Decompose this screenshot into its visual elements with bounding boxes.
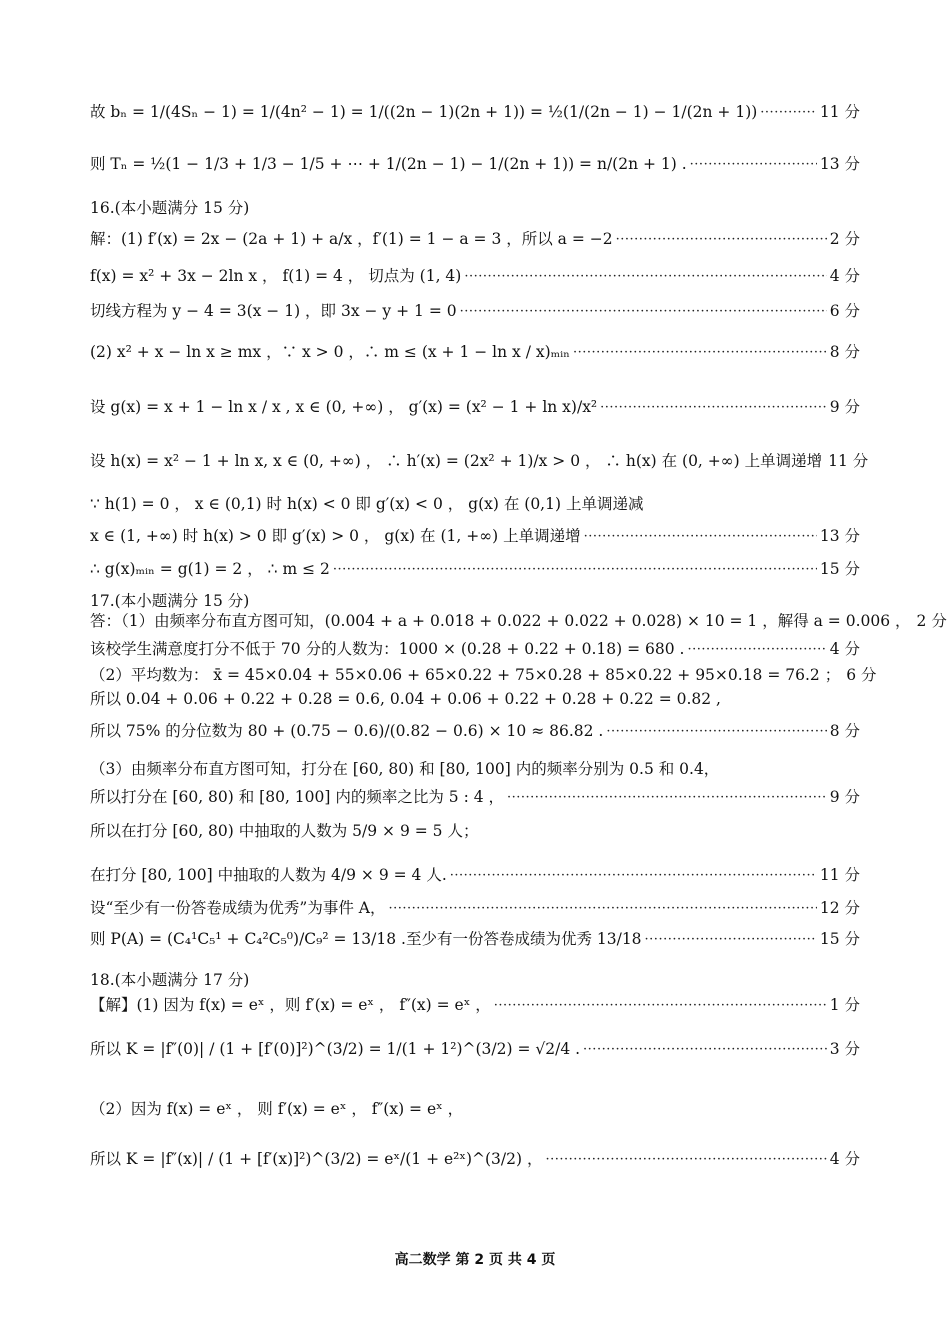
score-label: 4 分 [829, 640, 860, 658]
answer-line [90, 495, 860, 514]
answer-text: 所以 K = |f″(x)| / (1 + [f′(x)]²)^(3/2) = eˣ/(1 + e²ˣ)^(3/2) ， [90, 1150, 543, 1168]
answer-text: 该校学生满意度打分不低于 70 分的人数为：1000 × (0.28 + 0.22 + 0.18) = 680 . [90, 640, 685, 658]
leader-dots [584, 529, 817, 545]
leader-dots [388, 901, 816, 917]
leader-dots [645, 932, 817, 948]
answer-line [90, 1040, 860, 1059]
answer-text: （3）由频率分布直方图可知，打分在 [60, 80) 和 [80, 100] 内的频率分别为 0.5 和 0.4， [90, 760, 720, 778]
score-label: 12 分 [819, 899, 860, 917]
answer-text: 设 g(x) = x + 1 − ln x / x , x ∈ (0, +∞) ， g′(x) = (x² − 1 + ln x)/x² [90, 398, 598, 416]
score-label: 15 分 [819, 560, 860, 578]
score-label: 3 分 [829, 1040, 860, 1058]
leader-dots [494, 998, 827, 1014]
answer-line [90, 788, 860, 807]
score-label: 11 分 [819, 103, 860, 121]
score-label: 2 分 [829, 230, 860, 248]
answer-text: 【解】(1) 因为 f(x) = eˣ ，则 f′(x) = eˣ ， f″(x) = eˣ ， [90, 996, 491, 1014]
answer-line [90, 760, 860, 779]
answer-text: 设“至少有一份答卷成绩为优秀”为事件 A， [90, 899, 386, 917]
answer-text: 在打分 [80, 100] 中抽取的人数为 4/9 × 9 = 4 人. [90, 866, 447, 884]
score-label: 4 分 [829, 1150, 860, 1168]
answer-line [90, 666, 877, 685]
score-label: 4 分 [829, 267, 860, 285]
leader-dots [460, 304, 827, 320]
leader-dots [464, 269, 826, 285]
score-label: 8 分 [829, 722, 860, 740]
leader-dots [606, 724, 826, 740]
answer-text: 答：（1）由频率分布直方图可知，(0.004 + a + 0.018 + 0.022 + 0.022 + 0.028) × 10 = 1 ，解得 a = 0.006 ， [90, 612, 911, 630]
answer-line [90, 690, 860, 709]
answer-line [90, 343, 860, 362]
score-label: 6 分 [829, 302, 860, 320]
leader-dots [333, 562, 817, 578]
answer-line [90, 971, 860, 990]
answer-line [90, 155, 860, 174]
answer-text: 所以在打分 [60, 80) 中抽取的人数为 5/9 × 9 = 5 人； [90, 822, 479, 840]
answer-line [90, 230, 860, 249]
answer-text: 16.(本小题满分 15 分) [90, 199, 250, 217]
score-label: 11 分 [828, 452, 869, 470]
answer-line [90, 267, 860, 286]
answer-line [90, 452, 869, 471]
leader-dots [687, 642, 826, 658]
answer-text: 故 bₙ = 1/(4Sₙ − 1) = 1/(4n² − 1) = 1/((2n − 1)(2n + 1)) = ½(1/(2n − 1) − 1/(2n + 1)) [90, 103, 758, 121]
answer-text: x ∈ (1, +∞) 时 h(x) > 0 即 g′(x) > 0 ， g(x) 在 (1, +∞) 上单调递增 [90, 527, 581, 545]
score-label: 13 分 [819, 527, 860, 545]
leader-dots [600, 400, 827, 416]
score-label: 9 分 [829, 398, 860, 416]
score-label: 6 分 [846, 666, 877, 684]
answer-text: 切线方程为 y − 4 = 3(x − 1) ，即 3x − y + 1 = 0 [90, 302, 457, 320]
answer-line [90, 640, 860, 659]
leader-dots [507, 790, 827, 806]
answer-text: 18.(本小题满分 17 分) [90, 971, 250, 989]
answer-text: 设 h(x) = x² − 1 + ln x, x ∈ (0, +∞) ， ∴ h′(x) = (2x² + 1)/x > 0 ， ∴ h(x) 在 (0, +∞) 上单调递增 [90, 452, 823, 470]
page-footer: 高二数学 第 2 页 共 4 页 [394, 1252, 556, 1268]
answer-line [90, 996, 860, 1015]
answer-text: 则 P(A) = (C₄¹C₅¹ + C₄²C₅⁰)/C₉² = 13/18 .至少有一份答卷成绩为优秀 13/18 [90, 930, 642, 948]
answer-line [90, 1150, 860, 1169]
answer-line [90, 722, 860, 741]
score-label: 15 分 [819, 930, 860, 948]
score-label: 11 分 [819, 866, 860, 884]
answer-text: ∵ h(1) = 0 ， x ∈ (0,1) 时 h(x) < 0 即 g′(x) < 0 ， g(x) 在 (0,1) 上单调递减 [90, 495, 644, 513]
answer-line [90, 899, 860, 918]
score-label: 13 分 [819, 155, 860, 173]
answer-text: （2）因为 f(x) = eˣ ， 则 f′(x) = eˣ ， f″(x) = eˣ ， [90, 1100, 464, 1118]
answer-line [90, 822, 860, 841]
score-label: 2 分 [916, 612, 947, 630]
answer-line [90, 199, 860, 218]
answer-line [90, 866, 860, 885]
answer-line [90, 398, 860, 417]
leader-dots [760, 105, 817, 121]
answer-text: 所以打分在 [60, 80) 和 [80, 100] 内的频率之比为 5 : 4 ， [90, 788, 505, 806]
leader-dots [450, 868, 817, 884]
answer-line [90, 527, 860, 546]
leader-dots [545, 1152, 826, 1168]
answer-line [90, 103, 860, 122]
leader-dots [616, 232, 827, 248]
answer-line [90, 560, 860, 579]
answer-text: （2）平均数为： x̄ = 45×0.04 + 55×0.06 + 65×0.22 + 75×0.28 + 85×0.22 + 95×0.18 = 76.2 ； [90, 666, 841, 684]
answer-text: (2) x² + x − ln x ≥ mx ，∵ x > 0 ，∴ m ≤ (x + 1 − ln x / x)ₘᵢₙ [90, 343, 570, 361]
answer-line [90, 612, 947, 631]
answer-line [90, 930, 860, 949]
answer-line [90, 302, 860, 321]
answer-line [90, 1100, 860, 1119]
answer-text: 则 Tₙ = ½(1 − 1/3 + 1/3 − 1/5 + ⋯ + 1/(2n − 1) − 1/(2n + 1)) = n/(2n + 1) . [90, 155, 687, 173]
leader-dots [583, 1042, 827, 1058]
answer-line [90, 592, 860, 611]
answer-text: ∴ g(x)ₘᵢₙ = g(1) = 2 ， ∴ m ≤ 2 [90, 560, 330, 578]
leader-dots [573, 345, 827, 361]
answer-text: 所以 0.04 + 0.06 + 0.22 + 0.28 = 0.6, 0.04 + 0.06 + 0.22 + 0.28 + 0.22 = 0.82 , [90, 690, 721, 708]
answer-text: 所以 75% 的分位数为 80 + (0.75 − 0.6)/(0.82 − 0.6) × 10 ≈ 86.82 . [90, 722, 604, 740]
score-label: 8 分 [829, 343, 860, 361]
score-label: 9 分 [829, 788, 860, 806]
leader-dots [690, 157, 817, 173]
answer-text: 所以 K = |f″(0)| / (1 + [f′(0)]²)^(3/2) = 1/(1 + 1²)^(3/2) = √2/4 . [90, 1040, 581, 1058]
score-label: 1 分 [829, 996, 860, 1014]
answer-text: 解：(1) f′(x) = 2x − (2a + 1) + a/x ，f′(1) = 1 − a = 3 ，所以 a = −2 [90, 230, 613, 248]
answer-text: f(x) = x² + 3x − 2ln x ， f(1) = 4 ， 切点为 (1, 4) [90, 267, 462, 285]
answer-text: 17.(本小题满分 15 分) [90, 592, 250, 610]
